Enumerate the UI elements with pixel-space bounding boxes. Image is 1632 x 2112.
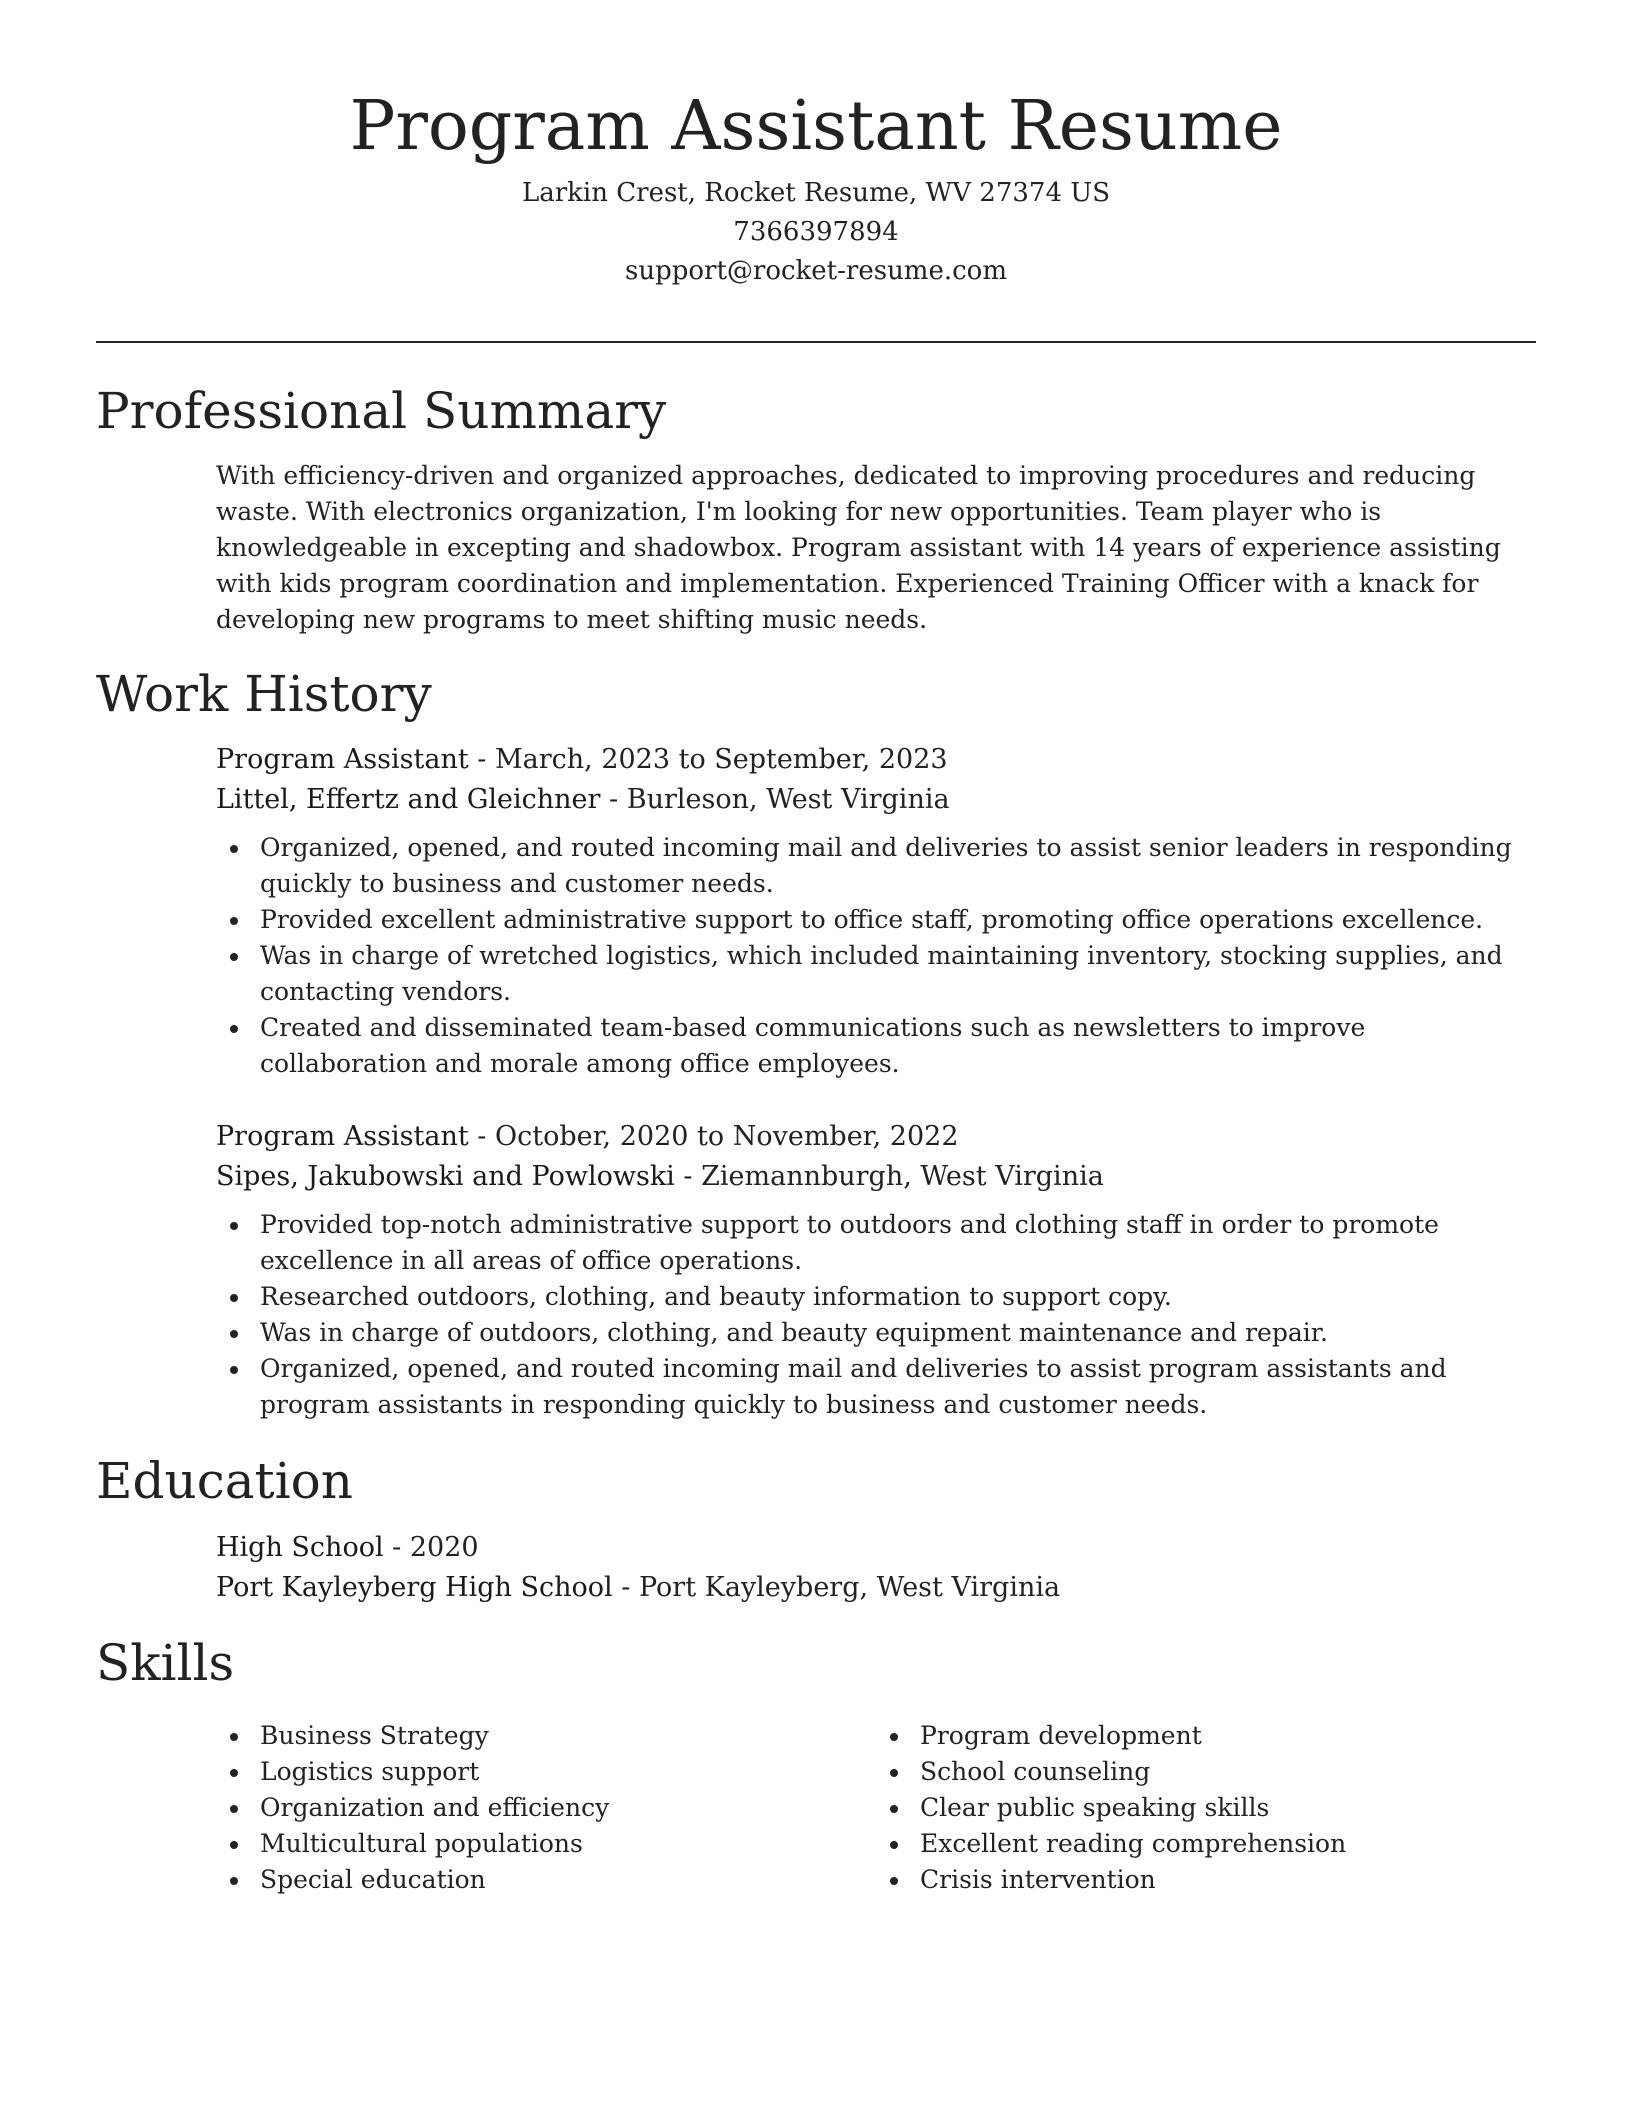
- bullet-icon: [890, 1877, 898, 1885]
- bullet-icon: [230, 1877, 238, 1885]
- bullet-text: Researched outdoors, clothing, and beauty information to support copy.: [260, 1282, 1172, 1311]
- bullet-text: Was in charge of outdoors, clothing, and beauty equipment maintenance and repair.: [260, 1318, 1328, 1347]
- skill-text: School counseling: [920, 1757, 1151, 1786]
- bullet-text: Provided top-notch administrative support to outdoors and clothing staff in order to promote excellence in all areas of office operations.: [260, 1210, 1439, 1275]
- bullet-text: Provided excellent administrative support to office staff, promoting office operations excellence.: [260, 905, 1484, 934]
- list-item: [920, 1754, 1536, 1790]
- skill-text: Multicultural populations: [260, 1829, 583, 1858]
- bullet-icon: [890, 1841, 898, 1849]
- job-dates: - March, 2023 to September, 2023: [468, 744, 948, 775]
- bullet-icon: [230, 1294, 238, 1302]
- list-item: [260, 902, 1536, 938]
- job-company: Sipes, Jakubowski and Powlowski: [216, 1161, 675, 1192]
- degree: High School: [216, 1532, 384, 1563]
- bullet-text: Was in charge of wretched logistics, which included maintaining inventory, stocking supplies, and contacting vendors.: [260, 941, 1503, 1006]
- degree-line: [216, 1528, 1536, 1568]
- resume-header: [0, 0, 1632, 291]
- job-entry-1: [216, 740, 1536, 1082]
- skill-text: Crisis intervention: [920, 1865, 1156, 1894]
- phone-text: 7366397894: [733, 217, 899, 247]
- skill-text: Business Strategy: [260, 1721, 489, 1750]
- summary-text: With efficiency-driven and organized approaches, dedicated to improving procedures and reducing waste. With electronics organization, I'm looking for new opportunities. Team player who is knowledgeable in excepting and shadowbox. Program assistant with 14 years of experience assisting with kids program coordination and implementation. Experienced Training Officer with a knack for developing new programs to meet shifting music needs.: [216, 461, 1501, 634]
- bullet-icon: [890, 1733, 898, 1741]
- bullet-icon: [230, 1222, 238, 1230]
- list-item: [260, 938, 1536, 1010]
- bullet-text: Organized, opened, and routed incoming mail and deliveries to assist senior leaders in responding quickly to business and customer needs.: [260, 833, 1512, 898]
- bullet-icon: [230, 1733, 238, 1741]
- job-location: - Ziemannburgh, West Virginia: [674, 1161, 1104, 1192]
- education-heading: Education: [96, 1452, 353, 1510]
- contact-info: [0, 174, 1632, 291]
- skill-text: Excellent reading comprehension: [920, 1829, 1347, 1858]
- skill-text: Program development: [920, 1721, 1202, 1750]
- school-name: Port Kayleyberg High School: [216, 1572, 613, 1603]
- list-item: [920, 1790, 1536, 1826]
- job-company: Littel, Effertz and Gleichner: [216, 784, 601, 815]
- job-location: - Burleson, West Virginia: [600, 784, 950, 815]
- list-item: [260, 1010, 1536, 1082]
- skill-text: Organization and efficiency: [260, 1793, 610, 1822]
- bullet-icon: [230, 1366, 238, 1374]
- skill-text: Special education: [260, 1865, 486, 1894]
- bullet-icon: [890, 1769, 898, 1777]
- list-item: [260, 1279, 1536, 1315]
- school-location: - Port Kayleyberg, West Virginia: [612, 1572, 1061, 1603]
- bullet-icon: [230, 845, 238, 853]
- work-history-heading: Work History: [96, 665, 432, 723]
- skill-text: Clear public speaking skills: [920, 1793, 1270, 1822]
- job-title-line: [216, 1117, 1536, 1157]
- school-line: [216, 1568, 1536, 1608]
- skills-column-left: [216, 1718, 876, 1898]
- bullet-icon: [890, 1805, 898, 1813]
- list-item: [260, 1207, 1536, 1279]
- job-company-line: [216, 1157, 1536, 1197]
- email-text: support@rocket-resume.com: [624, 256, 1007, 286]
- bullet-icon: [230, 917, 238, 925]
- list-item: [920, 1718, 1536, 1754]
- list-item: [260, 1790, 876, 1826]
- summary-heading: Professional Summary: [96, 382, 667, 440]
- list-item: [260, 1862, 876, 1898]
- education-entry: [216, 1528, 1536, 1608]
- bullet-text: Organized, opened, and routed incoming mail and deliveries to assist program assistants and program assistants in responding quickly to business and customer needs.: [260, 1354, 1447, 1419]
- list-item: [260, 1351, 1536, 1423]
- bullet-icon: [230, 953, 238, 961]
- degree-year: - 2020: [383, 1532, 479, 1563]
- summary-section: [216, 458, 1536, 638]
- list-item: [920, 1826, 1536, 1862]
- list-item: [260, 1315, 1536, 1351]
- address-text: Larkin Crest, Rocket Resume, WV 27374 US: [521, 178, 1111, 208]
- list-item: [260, 1826, 876, 1862]
- header-divider: [96, 341, 1536, 343]
- list-item: [260, 830, 1536, 902]
- bullet-icon: [230, 1330, 238, 1338]
- job-title: Program Assistant: [216, 1121, 469, 1152]
- job-bullets: [216, 1207, 1536, 1423]
- job-title: Program Assistant: [216, 744, 469, 775]
- bullet-icon: [230, 1769, 238, 1777]
- job-title-line: [216, 740, 1536, 780]
- skill-text: Logistics support: [260, 1757, 480, 1786]
- bullet-icon: [230, 1841, 238, 1849]
- job-bullets: [216, 830, 1536, 1082]
- bullet-icon: [230, 1025, 238, 1033]
- list-item: [260, 1718, 876, 1754]
- job-dates: - October, 2020 to November, 2022: [468, 1121, 959, 1152]
- page-title: Program Assistant Resume: [349, 87, 1283, 166]
- skills-list: [216, 1718, 1536, 1898]
- job-company-line: [216, 780, 1536, 820]
- bullet-icon: [230, 1805, 238, 1813]
- list-item: [260, 1754, 876, 1790]
- skills-heading: Skills: [96, 1634, 235, 1692]
- bullet-text: Created and disseminated team-based communications such as newsletters to improve collaboration and morale among office employees.: [260, 1013, 1366, 1078]
- list-item: [920, 1862, 1536, 1898]
- skills-column-right: [876, 1718, 1536, 1898]
- job-entry-2: [216, 1117, 1536, 1423]
